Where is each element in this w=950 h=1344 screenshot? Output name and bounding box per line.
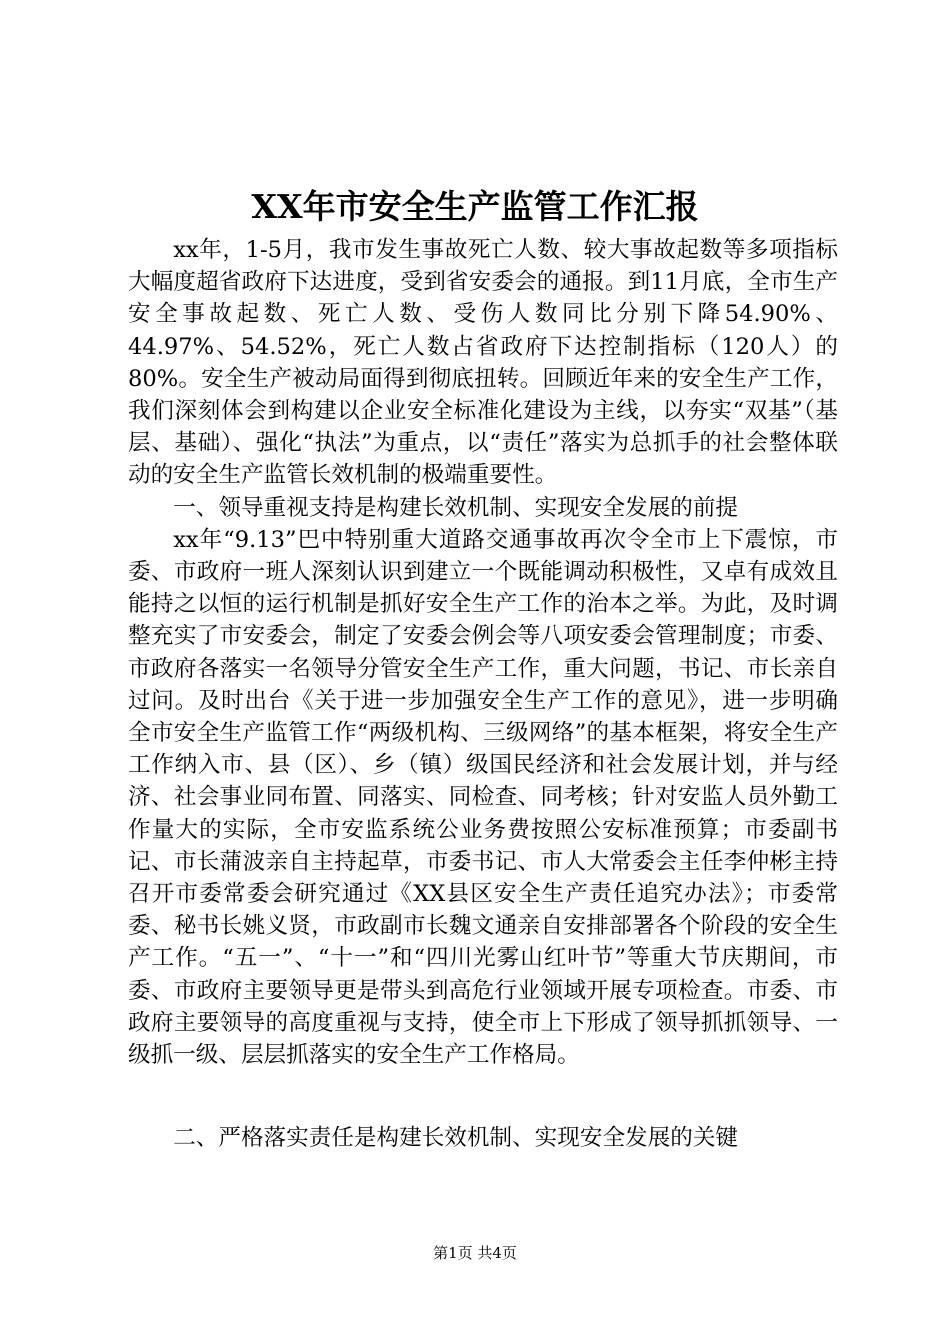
document-title: XX年市安全生产监管工作汇报 <box>251 187 699 226</box>
paragraph-intro: xx年，1-5月，我市发生事故死亡人数、较大事故起数等多项指标大幅度超省政府下达进度，受到省安委会的通报。到11月底，全市生产安全事故起数、死亡人数、受伤人数同比分别下降54.90%、44.97%、54.52%，死亡人数占省政府下达控制指标（120人）的80%。安全生产被动局面得到彻底扭转。回顾近年来的安全生产工作，我们深刻体会到构建以企业安全标准化建设为主线，以夯实“双基”（基层、基础）、强化“执法”为重点，以“责任”落实为总抓手的社会整体联动的安全生产监管长效机制的极端重要性。 <box>128 237 838 489</box>
paragraph-section-1: xx年“9.13”巴中特别重大道路交通事故再次令全市上下震惊，市委、市政府一班人深刻认识到建立一个既能调动积极性，又卓有成效且能持之以恒的运行机制是抓好安全生产工作的治本之举。为此，及时调整充实了市安委会，制定了安委会例会等八项安委会管理制度；市委、市政府各落实一名领导分管安全生产工作，重大问题，书记、市长亲自过问。及时出台《关于进一步加强安全生产工作的意见》，进一步明确全市安全生产监管工作“两级机构、三级网络”的基本框架，将安全生产工作纳入市、县（区）、乡（镇）级国民经济和社会发展计划，并与经济、社会事业同布置、同落实、同检查、同考核；针对安监人员外勤工作量大的实际，全市安监系统公业务费按照公安标准预算；市委副书记、市长蒲波亲自主持起草，市委书记、市人大常委会主任李仲彬主持召开市委常委会研究通过《XX县区安全生产责任追究办法》；市委常委、秘书长姚义贤，市政副市长魏文通亲自安排部署各个阶段的安全生产工作。“五一”、“十一”和“四川光雾山红叶节”等重大节庆期间，市委、市政府主要领导更是带头到高危行业领域开展专项检查。市委、市政府主要领导的高度重视与支持，使全市上下形成了领导抓抓领导、一级抓一级、层层抓落实的安全生产工作格局。 <box>128 526 838 1069</box>
section-heading-1: 一、领导重视支持是构建长效机制、实现安全发展的前提 <box>173 494 739 521</box>
page-number-footer: 第1页 共4页 <box>433 1244 517 1262</box>
section-heading-2: 二、严格落实责任是构建长效机制、实现安全发展的关键 <box>173 1125 739 1151</box>
document-body <box>128 234 838 1071</box>
